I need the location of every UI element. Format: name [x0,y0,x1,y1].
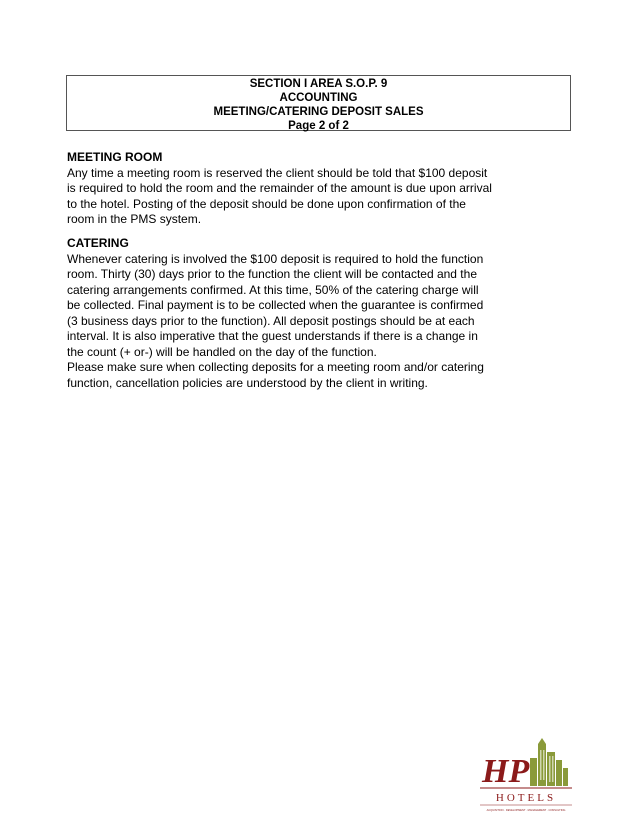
body-line: interval. It is also imperative that the guest understands if there is a change in [67,329,478,343]
body-line: room. Thirty (30) days prior to the function the client will be contacted and the [67,267,477,281]
body-line: Any time a meeting room is reserved the client should be told that $100 deposit [67,165,488,180]
body-line: catering arrangements confirmed. At this time, 50% of the catering charge will [67,282,479,297]
header-page-number: Page 2 of 2 [288,120,349,132]
hp-hotels-logo [478,738,574,818]
catering-heading: CATERING [67,236,129,250]
logo-wordmark: HOTELS [495,792,557,804]
body-line: be collected. Final payment is to be collected when the guarantee is confirmed [67,298,484,312]
logo-tagline: ACQUISITION · DEVELOPMENT · MANAGEMENT · CONSULTING [486,809,566,812]
body-line: function, cancellation policies are understood by the client in writing. [67,375,428,390]
header-department: ACCOUNTING [279,92,358,104]
body-line: the count (+ or-) will be handled on the day of the function. [67,344,377,359]
body-line: Please make sure when collecting deposits for a meeting room and/or catering [67,360,484,374]
body-line: Whenever catering is involved the $100 deposit is required to hold the function [67,251,484,266]
header-section-title: SECTION I AREA S.O.P. 9 [249,78,388,90]
document-header [66,75,571,131]
body-line: (3 business days prior to the function). All deposit postings should be at each [67,313,475,328]
meeting-room-heading: MEETING ROOM [67,150,163,164]
meeting-room-section [67,150,537,228]
body-line: is required to hold the room and the remainder of the amount is due upon arrival [67,181,492,195]
body-line: to the hotel. Posting of the deposit should be done upon confirmation of the [67,196,466,211]
catering-section [67,236,537,391]
header-procedure-title: MEETING/CATERING DEPOSIT SALES [213,106,424,118]
logo-initials: HP [482,753,530,790]
body-line: room in the PMS system. [67,212,202,226]
